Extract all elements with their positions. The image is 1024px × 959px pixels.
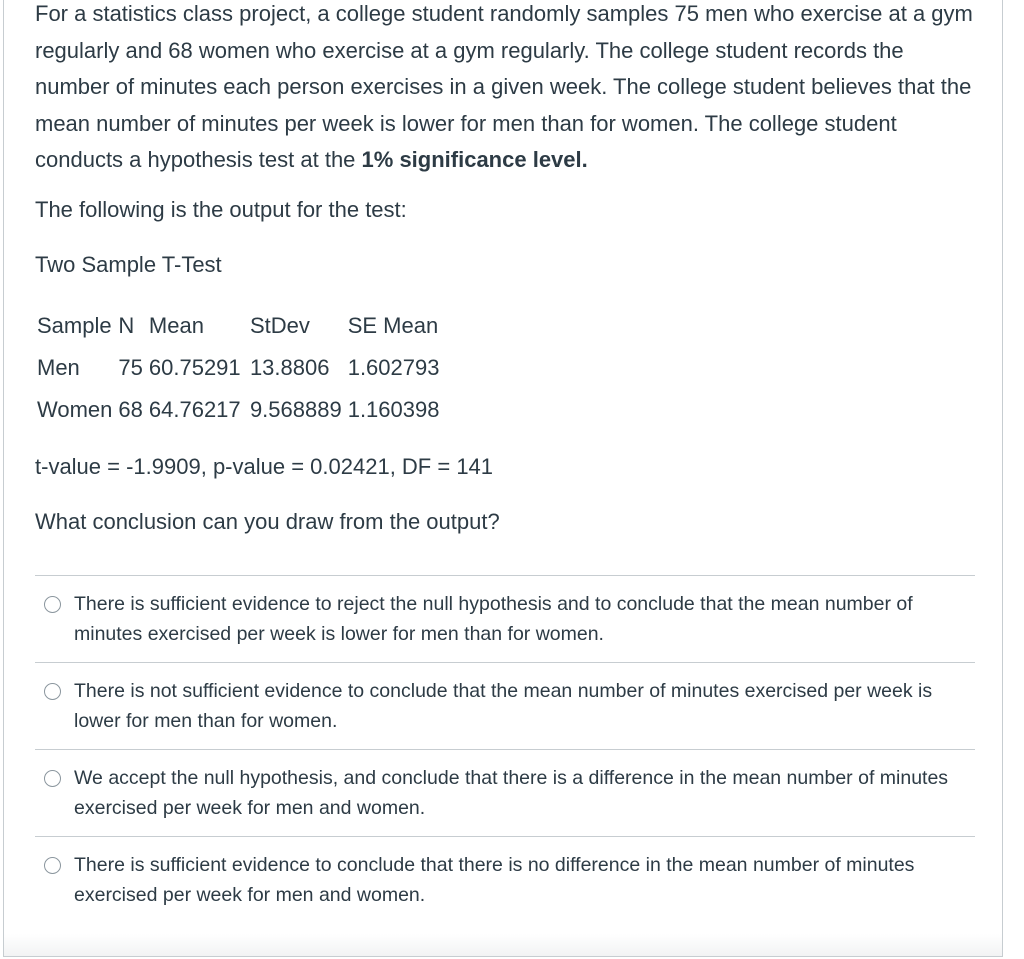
- answer-option[interactable]: [35, 836, 975, 923]
- table-header-cell: StDev: [249, 313, 310, 338]
- radio-button[interactable]: [44, 857, 61, 874]
- table-header-cell: SE Mean: [347, 313, 439, 338]
- table-cell: 75: [118, 355, 143, 380]
- answer-label[interactable]: There is sufficient evidence to conclude that there is no difference in the mean number of minutes exercised per week for men and women.: [74, 854, 915, 906]
- question-prompt: What conclusion can you draw from the output?: [35, 509, 500, 534]
- table-row: [35, 347, 443, 389]
- table-row: [35, 389, 443, 431]
- output-intro: The following is the output for the test:: [35, 197, 407, 222]
- answer-label[interactable]: There is not sufficient evidence to conclude that the mean number of minutes exercised per week is lower for men than for women.: [74, 680, 933, 732]
- table-header-cell: Mean: [148, 313, 204, 338]
- table-cell: 9.568889: [249, 397, 342, 422]
- radio-button[interactable]: [44, 770, 61, 787]
- answer-option[interactable]: [35, 749, 975, 836]
- test-name: Two Sample T-Test: [35, 252, 222, 277]
- table-cell: Women: [37, 397, 113, 422]
- table-header-cell: Sample: [37, 313, 112, 338]
- answer-label[interactable]: We accept the null hypothesis, and conclude that there is a difference in the mean number of minutes exercised per week for men and women.: [74, 767, 949, 819]
- question-intro-text: For a statistics class project, a college student randomly samples 75 men who exercise at a gym regularly and 68 women who exercise at a gym regularly. The college student records the number of minutes each person exercises in a given week. The college student believes that the mean number of minutes per week is lower for men than for women. The college student conducts a hypothesis test at the: [35, 1, 973, 172]
- answer-list: [35, 575, 975, 923]
- table-cell: 60.75291: [148, 355, 241, 380]
- radio-button[interactable]: [44, 683, 61, 700]
- table-cell: 1.160398: [347, 397, 440, 422]
- answer-option[interactable]: [35, 575, 975, 662]
- question-intro: [35, 0, 980, 179]
- table-header-cell: N: [118, 313, 135, 338]
- table-cell: 1.602793: [347, 355, 440, 380]
- significance-level: 1% significance level.: [361, 147, 588, 172]
- table-cell: 64.76217: [148, 397, 241, 422]
- panel-footer: [4, 934, 1002, 956]
- table-header-row: [35, 305, 443, 347]
- table-cell: Men: [37, 355, 80, 380]
- answer-label[interactable]: There is sufficient evidence to reject the null hypothesis and to conclude that the mean number of minutes exercised per week is lower for men than for women.: [74, 593, 913, 645]
- table-cell: 68: [118, 397, 143, 422]
- answer-option[interactable]: [35, 662, 975, 749]
- table-cell: 13.8806: [249, 355, 330, 380]
- question-panel: [3, 0, 1003, 957]
- test-result-line: t-value = -1.9909, p-value = 0.02421, DF = 141: [35, 454, 494, 479]
- stats-table: [35, 305, 443, 431]
- radio-button[interactable]: [44, 596, 61, 613]
